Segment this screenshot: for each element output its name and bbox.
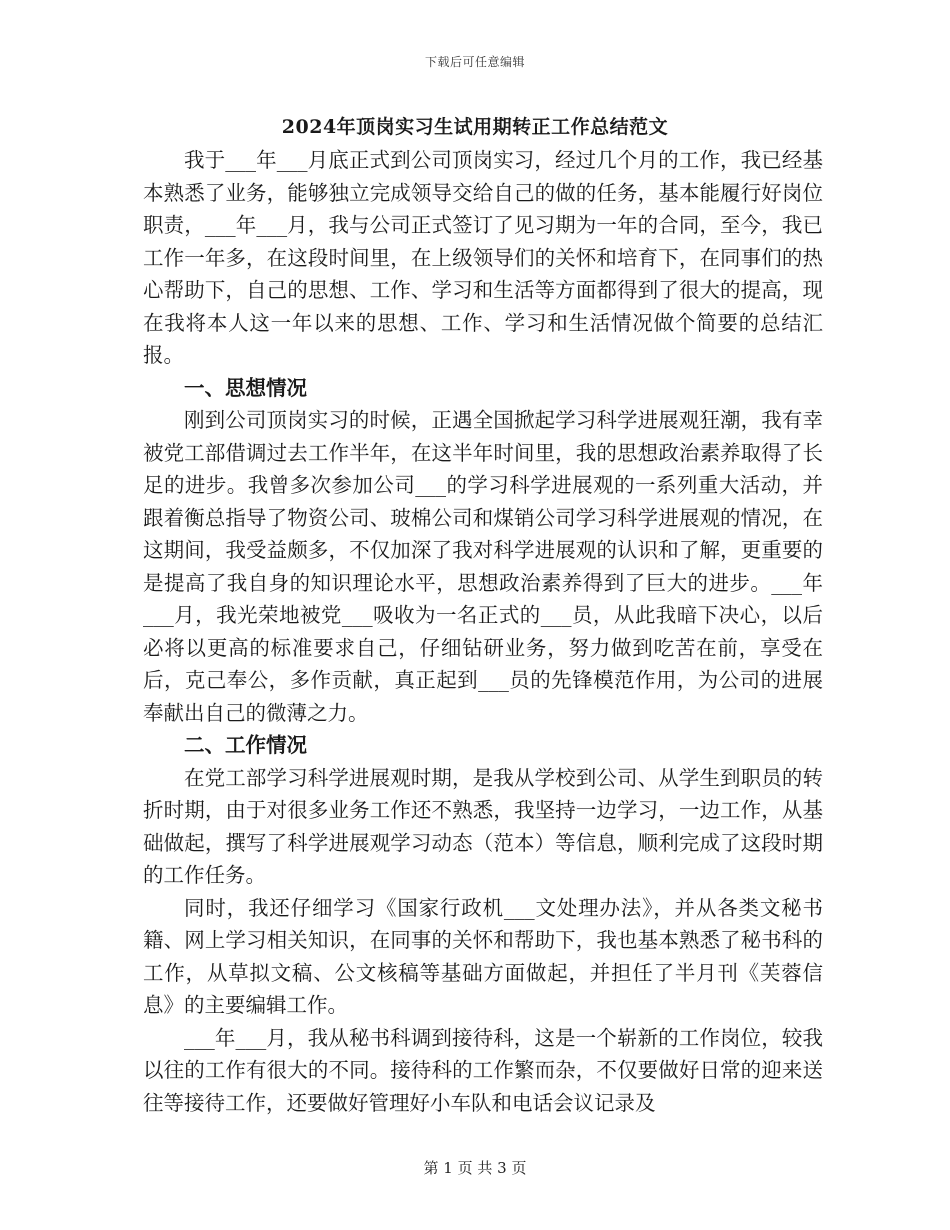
paragraph-work-2: 同时，我还仔细学习《国家行政机___文处理办法》，并从各类文秘书籍、网上学习相关知识，在同事的关怀和帮助下，我也基本熟悉了秘书科的工作，从草拟文稿、公文核稿等基础方面做起，并担任了半月刊《芙蓉信息》的主要编辑工作。	[143, 895, 823, 1017]
section-heading-work: 二、工作情况	[184, 733, 307, 757]
document-body	[143, 144, 823, 1119]
document-title: 2024年顶岗实习生试用期转正工作总结范文	[281, 116, 669, 138]
section-heading-thought: 一、思想情况	[184, 375, 307, 400]
paragraph-work-1: 在党工部学习科学进展观时期，是我从学校到公司、从学生到职员的转折时期，由于对很多业务工作还不熟悉，我坚持一边学习，一边工作，从基础做起，撰写了科学进展观学习动态（范本）等信息，顺利完成了这段时期的工作任务。	[143, 765, 823, 887]
page-footer: 第 1 页 共 3 页	[423, 1159, 527, 1177]
header-note: 下载后可任意编辑	[424, 55, 525, 69]
paragraph-intro: 我于___年___月底正式到公司顶岗实习，经过几个月的工作，我已经基本熟悉了业务，能够独立完成领导交给自己的做的任务，基本能履行好岗位职责，___年___月，我与公司正式签订了见习期为一年的合同，至今，我已工作一年多，在这段时间里，在上级领导们的关怀和培育下，在同事们的热心帮助下，自己的思想、工作、学习和生活等方面都得到了很大的提高，现在我将本人这一年以来的思想、工作、学习和生活情况做个简要的总结汇报。	[143, 148, 823, 367]
paragraph-work-3: ___年___月，我从秘书科调到接待科，这是一个崭新的工作岗位，较我以往的工作有很大的不同。接待科的工作繁而杂，不仅要做好日常的迎来送往等接待工作，还要做好管理好小车队和电话会议记录及	[143, 1025, 823, 1115]
paragraph-thought: 刚到公司顶岗实习的时候，正遇全国掀起学习科学进展观狂潮，我有幸被党工部借调过去工作半年，在这半年时间里，我的思想政治素养取得了长足的进步。我曾多次参加公司___的学习科学进展观的一系列重大活动，并跟着衡总指导了物资公司、玻棉公司和煤销公司学习科学进展观的情况，在这期间，我受益颇多，不仅加深了我对科学进展观的认识和了解，更重要的是提高了我自身的知识理论水平，思想政治素养得到了巨大的进步。___年___月，我光荣地被党___吸收为一名正式的___员，从此我暗下决心，以后必将以更高的标准要求自己，仔细钻研业务，努力做到吃苦在前，享受在后，克己奉公，多作贡献，真正起到___员的先锋模范作用，为公司的进展奉献出自己的微薄之力。	[143, 408, 823, 725]
